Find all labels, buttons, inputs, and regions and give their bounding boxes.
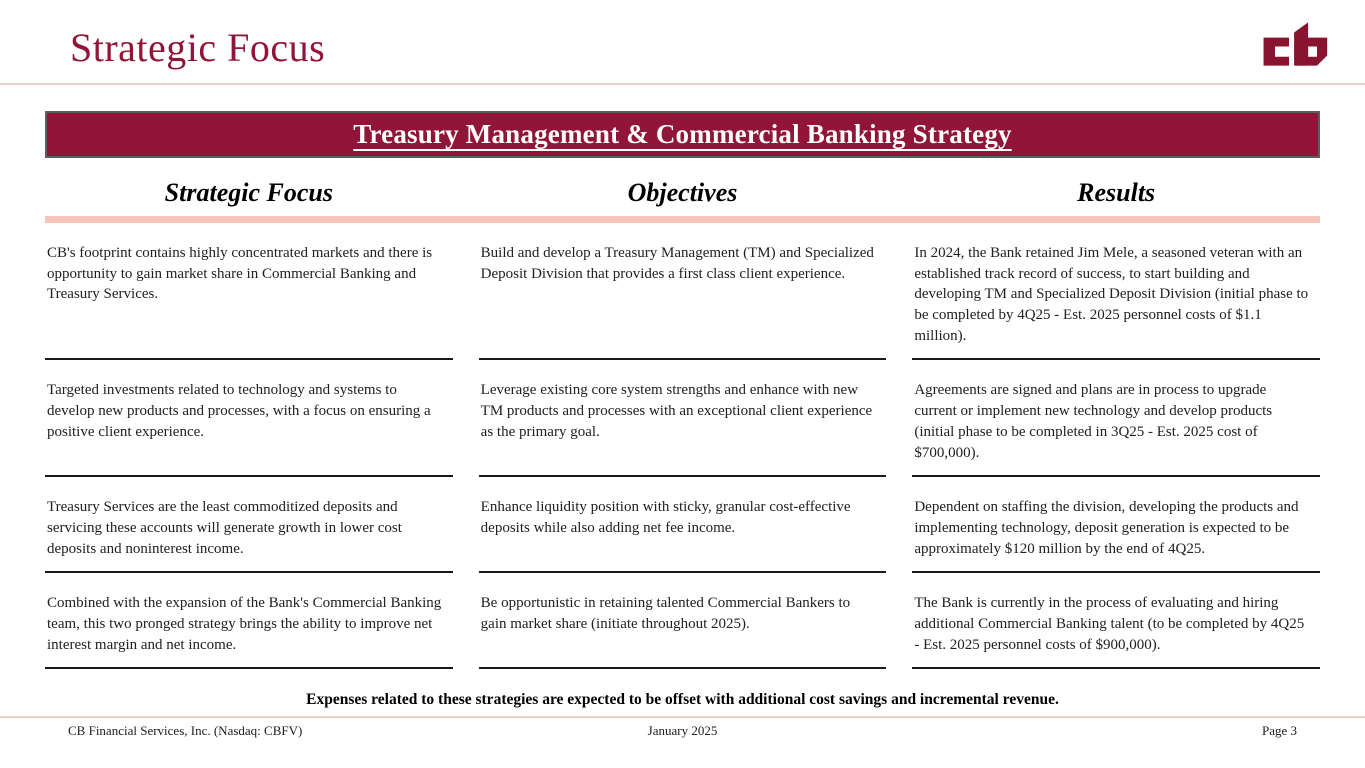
- table-cell-row2-results: Agreements are signed and plans are in process to upgrade current or implement new technology and develop products (initial phase to be completed in 3Q25 - Est. 2025 cost of $700,000).: [912, 360, 1320, 477]
- column-header-results: Results: [1077, 178, 1156, 207]
- table-column-headers: [45, 178, 1320, 216]
- table-cell-row4-objectives: Be opportunistic in retaining talented Commercial Bankers to gain market share (initiate throughout 2025).: [479, 573, 887, 669]
- slide-footer: [0, 716, 1365, 739]
- column-header-objectives: Objectives: [627, 178, 738, 207]
- strategy-banner: [45, 111, 1320, 158]
- table-cell-row1-focus: CB's footprint contains highly concentrated markets and there is opportunity to gain market share in Commercial Banking and Treasury Services.: [45, 223, 453, 360]
- footer-company: CB Financial Services, Inc. (Nasdaq: CBFV): [68, 723, 303, 738]
- table-cell-row1-results: In 2024, the Bank retained Jim Mele, a seasoned veteran with an established track record of success, to start building and developing TM and Specialized Deposit Division (initial phase to be completed by 4Q25 - Est. 2025 personnel costs of $1.1 million).: [912, 223, 1320, 360]
- column-header-strategic-focus: Strategic Focus: [164, 178, 333, 207]
- footer-date: January 2025: [647, 723, 718, 738]
- table-cell-row3-results: Dependent on staffing the division, developing the products and implementing technology, deposit generation is expected to be approximately $120 million by the end of 4Q25.: [912, 477, 1320, 573]
- table-cell-row1-objectives: Build and develop a Treasury Management (TM) and Specialized Deposit Division that provides a first class client experience.: [479, 223, 887, 360]
- table-cell-row4-results: The Bank is currently in the process of evaluating and hiring additional Commercial Banking talent (to be completed by 4Q25 - Est. 2025 personnel costs of $900,000).: [912, 573, 1320, 669]
- banner-title: Treasury Management & Commercial Banking Strategy: [353, 119, 1012, 149]
- table-cell-row4-focus: Combined with the expansion of the Bank's Commercial Banking team, this two pronged strategy brings the ability to improve net interest margin and net income.: [45, 573, 453, 669]
- column-header-underline-rule: [45, 216, 1320, 223]
- strategy-table: [45, 223, 1320, 669]
- table-cell-row2-focus: Targeted investments related to technology and systems to develop new products and processes, with a focus on ensuring a positive client experience.: [45, 360, 453, 477]
- footer-page-number: Page 3: [1261, 723, 1298, 738]
- slide-header: [0, 0, 1365, 85]
- table-cell-row3-focus: Treasury Services are the least commoditized deposits and servicing these accounts will generate growth in lower cost deposits and noninterest income.: [45, 477, 453, 573]
- expenses-footnote: Expenses related to these strategies are expected to be offset with additional cost savings and incremental revenue.: [306, 691, 1059, 709]
- page-title: Strategic Focus: [70, 25, 326, 70]
- cb-logo-icon: [1261, 14, 1331, 74]
- table-cell-row3-objectives: Enhance liquidity position with sticky, granular cost-effective deposits while also adding net fee income.: [479, 477, 887, 573]
- table-cell-row2-objectives: Leverage existing core system strengths and enhance with new TM products and processes with an exceptional client experience as the primary goal.: [479, 360, 887, 477]
